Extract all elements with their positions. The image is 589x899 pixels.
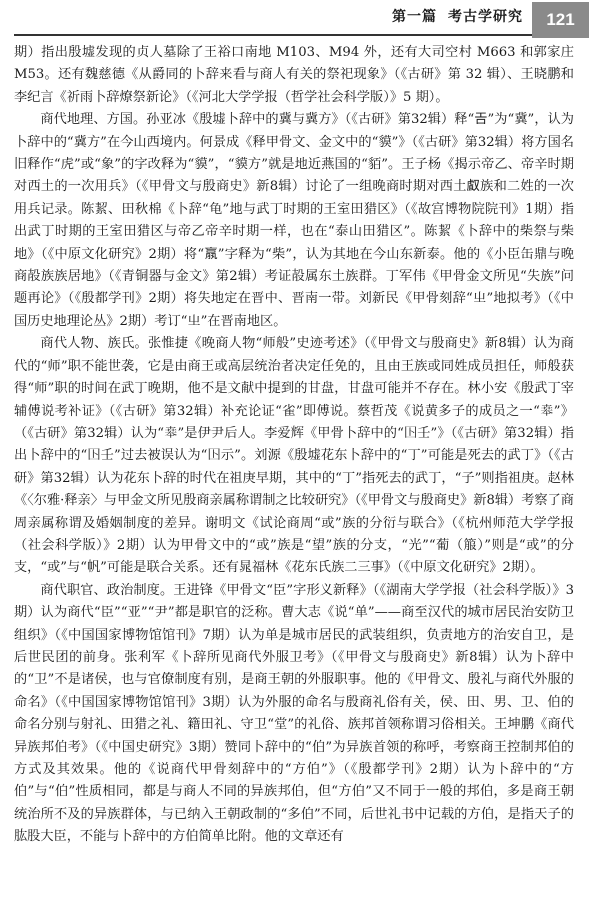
chapter-title: 第一篇 (392, 9, 437, 25)
paragraph-geography: 商代地理、方国。孙亚冰《殷墟卜辞中的冀与冀方》（《古研》第32辑）释“𢀛”为“冀”，认为卜辞中的“冀方”在今山西境内。何景成《释甲骨文、金文中的“貘”》（《古研》第32辑）将方国名旧释作“虎”或“象”的字改释为“貘”，“貘方”就是地近燕国的“貊”。王子杨《揭示帝乙、帝辛时期对西土的一次用兵》（《甲骨文与殷商史》新8辑）讨论了一组晚商时期对西土𠭯族和二姓的一次用兵记录。陈絜、田秋棉《卜辞“龟”地与武丁时期的王室田猎区》（《故宫博物院院刊》1期）指出武丁时期的王室田猎区与帝乙帝辛时期一样，也在“泰山田猎区”。陈絜《卜辞中的柴祭与柴地》（《中原文化研究》2期）将“𣎆”字释为“柴”，认为其地在今山东新泰。他的《小臣缶鼎与晚商㱿族族居地》（《青铜器与金文》第2辑）考证㱿属东土族群。丁军伟《甲骨金文所见“失族”问题再论》（《殷都学刊》2期）将失地定在晋中、晋南一带。刘新民《甲骨刻辞“㞢”地拟考》（《中国历史地理论丛》2期）考订“㞢”在晋南地区。 (14, 112, 574, 329)
section-title: 考古学研究 (448, 9, 523, 25)
header-rule (14, 34, 532, 36)
page-header (0, 0, 589, 38)
paragraph-officials: 商代职官、政治制度。王进锋《甲骨文“臣”字形义新释》（《湖南大学学报（社会科学版）》3期）认为商代“臣”“亚”“尹”都是职官的泛称。曹大志《说“单”——商至汉代的城市居民治安防卫组织》（《中国国家博物馆馆刊》7期）认为单是城市居民的武装组织，负责地方的治安自卫，是后世民团的前身。张利军《卜辞所见商代外服卫考》（《甲骨文与殷商史》新8辑）认为卜辞中的“卫”不是诸侯，也与官僚制度有别，是商王朝的外服职事。他的《甲骨文、殷礼与商代外服的命名》（《中国国家博物馆馆刊》3期）认为外服的命名与殷商礼俗有关，侯、田、男、卫、伯的命名分别与射礼、田猎之礼、籍田礼、守卫“堂”的礼俗、族邦首领称谓习俗相关。王坤鹏《商代异族邦伯考》（《中国史研究》3期）赞同卜辞中的“伯”为异族首领的称呼，考察商王控制邦伯的方式及其效果。他的《说商代甲骨刻辞中的“方伯”》（《殷都学刊》2期）认为卜辞中的“方伯”与“伯”性质相同，都是与商人不同的异族邦伯，但“方伯”又不同于一般的邦伯，多是商王朝统治所不及的异族群体，与已纳入王朝政制的“多伯”不同，后世礼书中记载的方伯，是指天子的肱股大臣，不能与卜辞中的方伯简单比附。他的文章还有 (14, 582, 574, 845)
body-text (14, 42, 574, 849)
paragraph-figures-clans: 商代人物、族氏。张惟捷《晚商人物“师般”史迹考述》（《甲骨文与殷商史》新8辑）认为商代的“师”职不能世袭，它是由商王或高层统治者决定任免的，且由王族或同姓成员担任，师般获得“师”职的时间在武丁晚期，他不是文献中提到的甘盘，甘盘可能并不存在。林小安《殷武丁宰辅傅说考补证》（《古研》第32辑）补充论证“雀”即傅说。蔡哲茂《说黄多子的成员之一“𠦪”》（《古研》第32辑）认为“𠦪”是伊尹后人。李爱辉《甲骨卜辞中的“𡆥壬”》（《古研》第32辑）指出卜辞中的“𡆥壬”过去被误认为“𡆥示”。刘源《殷墟花东卜辞中的“丁”可能是死去的武丁》（《古研》第32辑）认为花东卜辞的时代在祖庚早期，其中的“丁”指死去的武丁，“子”则指祖庚。赵林《〈尔雅·释亲〉与甲金文所见殷商亲属称谓制之比较研究》（《甲骨文与殷商史》新8辑）考察了商周亲属称谓及婚姻制度的差异。谢明文《试论商周“或”族的分衍与联合》（《杭州师范大学学报（社会科学版）》2期）认为甲骨文中的“或”族是“望”族的分支，“光”“葡（箙）”则是“或”的分支，“或”与“帆”可能是联合关系。还有晁福林《花东氏族二三事》（《中原文化研究》2期）。 (14, 336, 574, 576)
paragraph-continuation: 期）指出殷墟发现的贞人墓除了王裕口南地 M103、M94 外，还有大司空村 M663 和郭家庄 M53。还有魏慈德《从爵同的卜辞来看与商人有关的祭祀现象》（《古研》第 32 辑）、王晓鹏和李纪言《祈雨卜辞燎祭新论》（《河北大学学报（哲学社会科学版）》5 期）。 (14, 45, 574, 105)
page-number: 121 (546, 10, 575, 29)
page-number-box (532, 2, 589, 38)
